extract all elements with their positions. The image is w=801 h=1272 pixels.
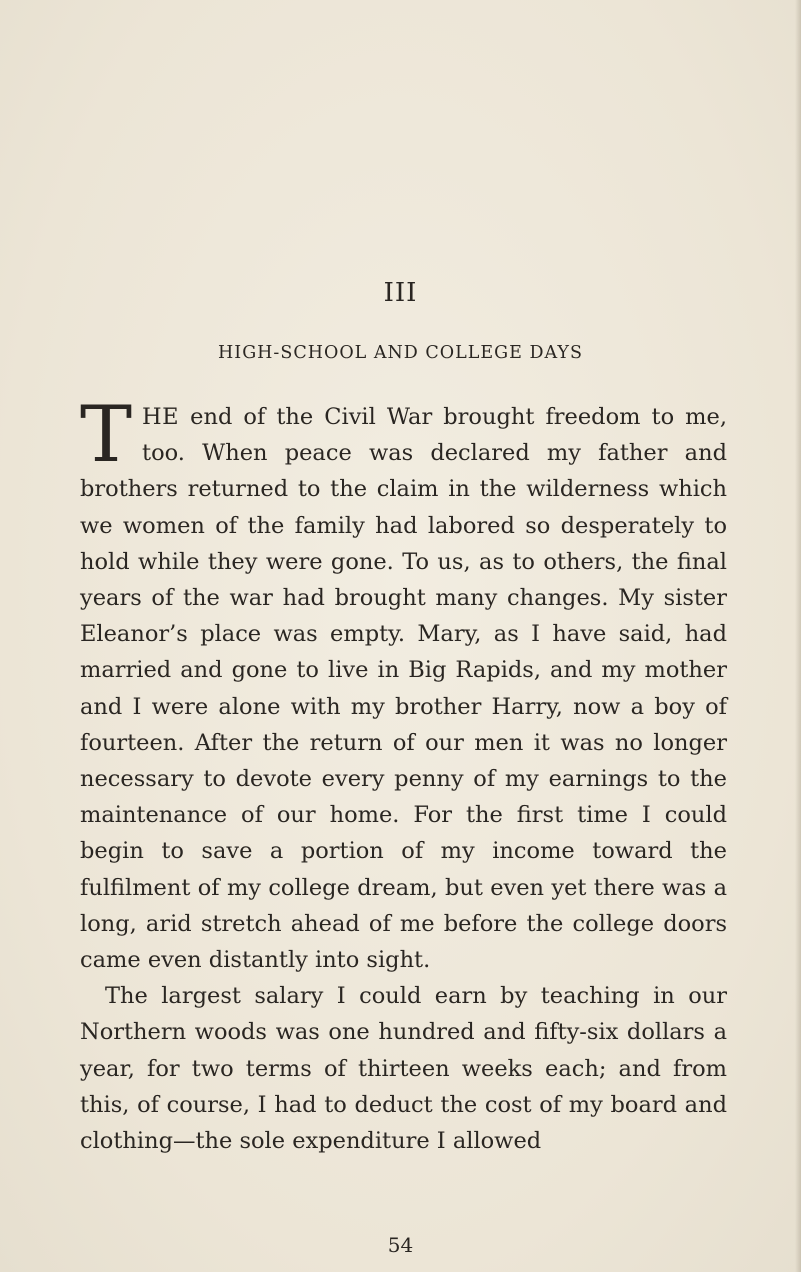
- drop-cap: T: [80, 390, 133, 480]
- paragraph-1-text: end of the Civil War brought freedom to me, too. When peace was declared my father and brothers returned to the claim in the wilderness which we women of the family had labored so desperately to hold while they were gone. To us, as to others, the final years of the war had brought many changes. My sister Eleanor’s place was empty. Mary, as I have said, had married and gone to live in Big Rapids, and my mother and I were alone with my brother Harry, now a boy of fourteen. After the return of our men it was no longer necessary to devote every penny of my earnings to the maintenance of our home. For the first time I could begin to save a portion of my income toward the fulfilment of my college dream, but even yet there was a long, arid stretch ahead of me before the college doors came even distantly into sight.: [80, 404, 727, 974]
- lead-caps: HE: [142, 404, 180, 430]
- paragraph-2: The largest salary I could earn by teaching in our Northern woods was one hundred and fifty-six dollars a year, for two terms of thirteen weeks each; and from this, of course, I had to deduct the cost of my board and clothing—the sole expenditure I allowed: [80, 983, 727, 1155]
- page-number: 54: [387, 1233, 414, 1257]
- paragraph-1: [80, 390, 727, 978]
- body-text: [80, 390, 727, 1159]
- chapter-number: III: [383, 278, 418, 308]
- page-edge-shadow: [795, 0, 801, 1272]
- chapter-title: HIGH-SCHOOL AND COLLEGE DAYS: [218, 343, 583, 363]
